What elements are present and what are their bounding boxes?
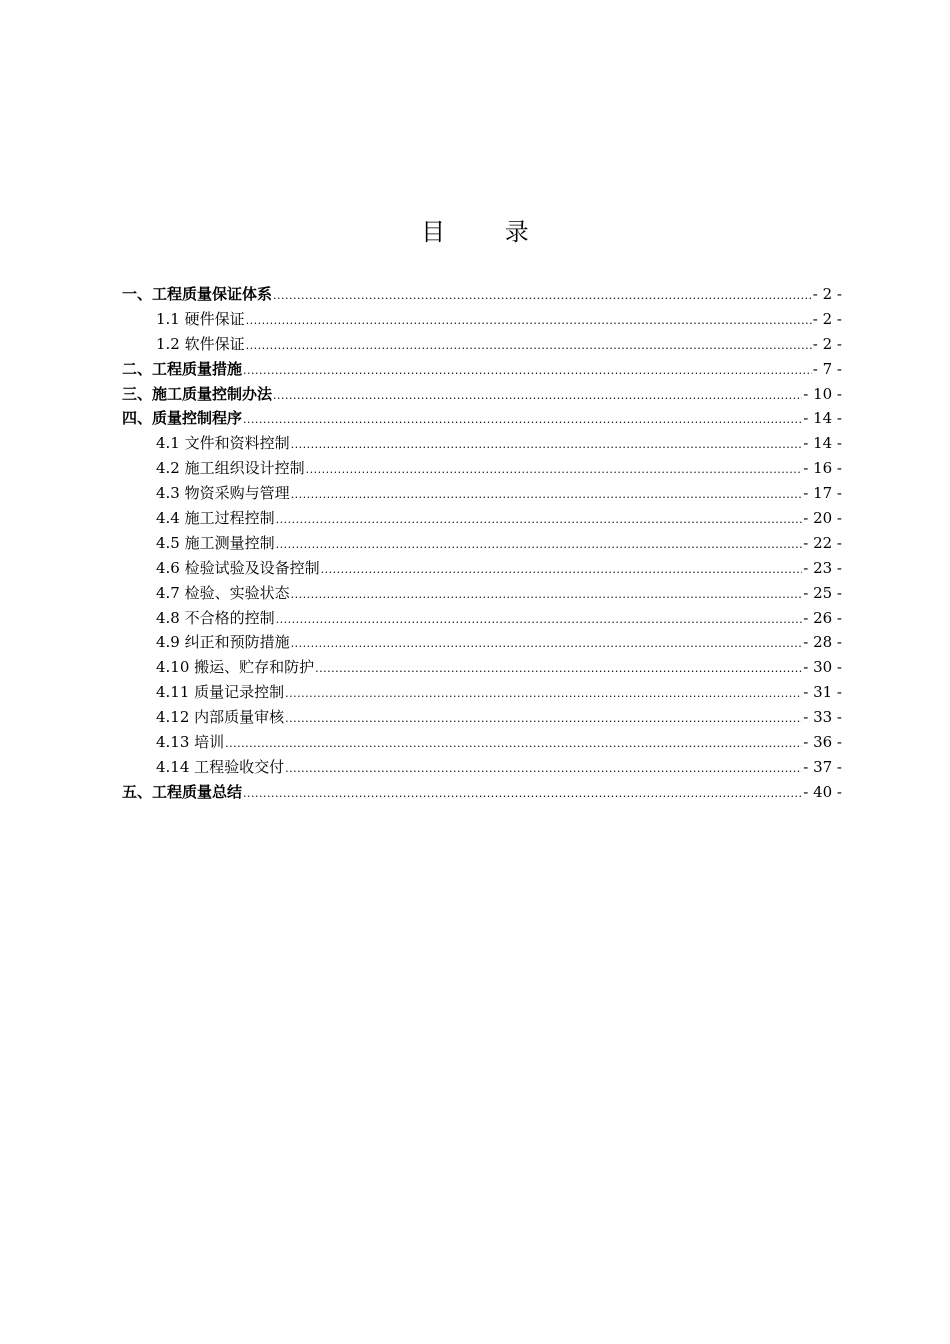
toc-dot-leader — [321, 558, 803, 583]
toc-entry-page-number: - 2 - — [812, 285, 842, 303]
toc-entry-page-number: - 7 - — [812, 359, 842, 378]
toc-entry-label: 4.5 施工测量控制 — [156, 533, 275, 552]
toc-entry-page-number: - 37 - — [803, 757, 842, 776]
toc-entry-page-number: - 14 - — [803, 434, 842, 453]
toc-dot-leader — [246, 334, 812, 359]
toc-entry-page-number: - 26 - — [803, 608, 842, 627]
toc-entry[interactable] — [122, 606, 842, 631]
toc-entry-page-number: - 16 - — [803, 459, 842, 478]
toc-entry-label: 4.14 工程验收交付 — [156, 757, 285, 776]
toc-entry-page-number: - 33 - — [803, 708, 842, 727]
toc-dot-leader — [285, 757, 802, 782]
toc-dot-leader — [315, 657, 802, 682]
toc-entry-label: 4.12 内部质量审核 — [156, 708, 285, 727]
toc-dot-leader — [285, 682, 802, 707]
toc-entry[interactable] — [122, 630, 842, 655]
toc-entry-label: 4.6 检验试验及设备控制 — [156, 558, 320, 577]
toc-dot-leader — [276, 508, 803, 533]
toc-dot-leader — [291, 632, 803, 657]
page-title: 目 录 — [421, 218, 555, 246]
toc-entry[interactable] — [122, 382, 842, 407]
toc-entry-label: 4.1 文件和资料控制 — [156, 434, 290, 453]
toc-entry[interactable] — [122, 730, 842, 755]
toc-entry-page-number: - 2 - — [812, 334, 842, 353]
toc-dot-leader — [306, 458, 803, 483]
toc-entry[interactable] — [122, 406, 842, 431]
toc-dot-leader — [285, 707, 802, 732]
table-of-contents — [122, 282, 842, 805]
toc-entry-page-number: - 36 - — [803, 733, 842, 752]
toc-entry[interactable] — [122, 431, 842, 456]
toc-entry-label: 1.2 软件保证 — [156, 334, 245, 353]
toc-entry-label: 4.9 纠正和预防措施 — [156, 633, 290, 652]
toc-dot-leader — [246, 309, 812, 334]
toc-entry[interactable] — [122, 705, 842, 730]
toc-entry[interactable] — [122, 456, 842, 481]
toc-entry[interactable] — [122, 332, 842, 357]
toc-entry-label: 4.3 物资采购与管理 — [156, 484, 290, 503]
toc-entry[interactable] — [122, 481, 842, 506]
toc-dot-leader — [291, 433, 803, 458]
toc-entry[interactable] — [122, 780, 842, 805]
toc-entry-page-number: - 2 - — [812, 309, 842, 328]
toc-entry-label: 4.2 施工组织设计控制 — [156, 459, 305, 478]
toc-entry[interactable] — [122, 655, 842, 680]
toc-entry[interactable] — [122, 680, 842, 705]
toc-entry[interactable] — [122, 581, 842, 606]
toc-dot-leader — [291, 583, 803, 608]
toc-entry-label: 四、质量控制程序 — [122, 409, 243, 428]
toc-dot-leader — [276, 533, 803, 558]
toc-entry-page-number: - 14 - — [803, 409, 842, 428]
toc-entry-label: 三、施工质量控制办法 — [122, 384, 273, 403]
toc-entry-page-number: - 17 - — [803, 484, 842, 503]
toc-dot-leader — [243, 782, 802, 807]
toc-entry-label: 4.13 培训 — [156, 733, 225, 752]
toc-dot-leader — [276, 608, 803, 633]
toc-entry-page-number: - 30 - — [803, 658, 842, 677]
toc-entry-label: 一、工程质量保证体系 — [122, 285, 273, 303]
toc-entry-label: 4.10 搬运、贮存和防护 — [156, 658, 315, 677]
toc-dot-leader — [273, 284, 812, 309]
toc-entry-label: 4.11 质量记录控制 — [156, 683, 285, 702]
toc-entry-label: 4.7 检验、实验状态 — [156, 583, 290, 602]
toc-entry-page-number: - 28 - — [803, 633, 842, 652]
toc-entry-page-number: - 10 - — [803, 384, 842, 403]
toc-entry-page-number: - 40 - — [803, 782, 842, 801]
toc-dot-leader — [243, 359, 812, 384]
toc-entry[interactable] — [122, 282, 842, 307]
toc-entry-page-number: - 20 - — [803, 509, 842, 528]
toc-entry-label: 1.1 硬件保证 — [156, 309, 245, 328]
toc-entry-label: 4.4 施工过程控制 — [156, 509, 275, 528]
toc-entry-page-number: - 31 - — [803, 683, 842, 702]
toc-entry[interactable] — [122, 556, 842, 581]
toc-entry[interactable] — [122, 755, 842, 780]
toc-entry-label: 五、工程质量总结 — [122, 782, 243, 801]
toc-dot-leader — [225, 732, 802, 757]
toc-entry-page-number: - 25 - — [803, 583, 842, 602]
toc-entry[interactable] — [122, 506, 842, 531]
toc-dot-leader — [243, 408, 802, 433]
toc-entry-page-number: - 23 - — [803, 558, 842, 577]
toc-entry-label: 4.8 不合格的控制 — [156, 608, 275, 627]
toc-entry-label: 二、工程质量措施 — [122, 359, 243, 378]
toc-dot-leader — [273, 384, 802, 409]
toc-entry[interactable] — [122, 531, 842, 556]
toc-entry[interactable] — [122, 307, 842, 332]
toc-dot-leader — [291, 483, 803, 508]
toc-entry[interactable] — [122, 357, 842, 382]
toc-entry-page-number: - 22 - — [803, 533, 842, 552]
